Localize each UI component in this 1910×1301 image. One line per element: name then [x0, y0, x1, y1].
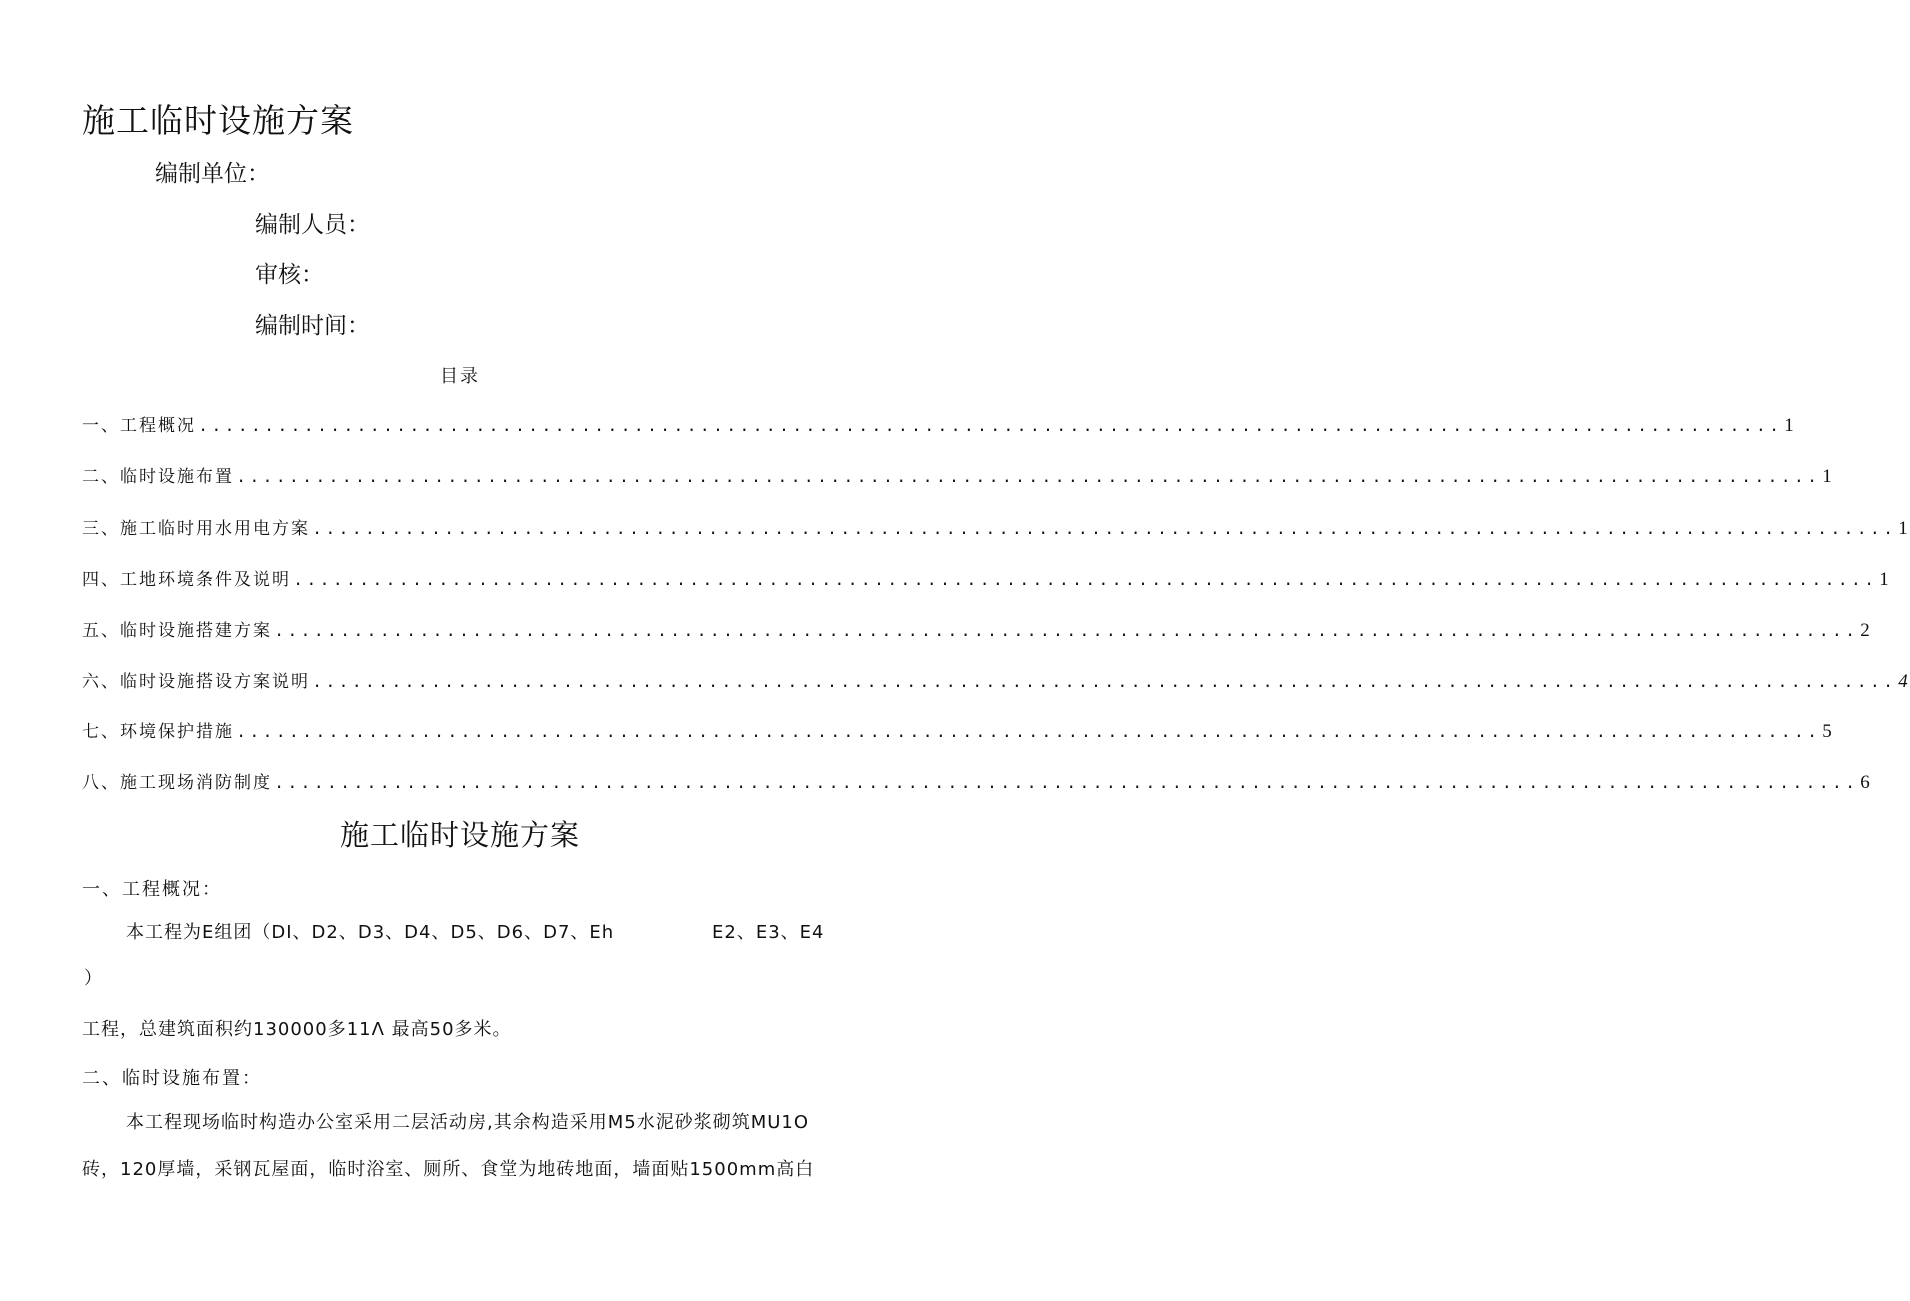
layout-paragraph-line: 本工程现场临时构造办公室采用二层活动房,其余构造采用M5水泥砂浆砌筑MU1O	[126, 1112, 810, 1133]
section-heading-overview: 一、工程概况：	[82, 879, 222, 900]
overview-paragraph-line: 工程，总建筑面积约130000多11Λ 最高50多米。	[82, 1019, 512, 1040]
toc-leader-dots: ........................................................................................................................	[312, 521, 1897, 540]
toc-leader-dots: ........................................................................................................................	[236, 724, 1821, 743]
overview-paragraph-line: E2、E3、E4	[712, 922, 825, 943]
toc-entry-label: 八、施工现场消防制度	[82, 773, 272, 793]
document-title: 施工临时设施方案	[339, 818, 580, 852]
toc-leader-dots: ........................................................................................................................	[293, 572, 1878, 591]
toc-heading: 目录	[440, 366, 480, 387]
overview-paragraph-line: ）	[84, 968, 103, 989]
toc-entry[interactable]	[82, 462, 1834, 488]
toc-entry-page: 5	[1822, 721, 1834, 742]
compiler-label: 编制人员：	[255, 212, 370, 238]
toc-entry[interactable]	[82, 717, 1834, 743]
toc-entry-page: 1	[1879, 569, 1891, 590]
toc-entry[interactable]	[82, 616, 1872, 642]
toc-entry-label: 三、施工临时用水用电方案	[82, 519, 310, 539]
cover-title: 施工临时设施方案	[82, 101, 354, 140]
reviewer-label: 审核：	[255, 262, 324, 288]
toc-entry-label: 七、环境保护措施	[82, 722, 234, 742]
compiling-unit-label: 编制单位：	[155, 161, 270, 187]
toc-leader-dots: ........................................................................................................................	[198, 418, 1783, 437]
toc-entry-label: 四、工地环境条件及说明	[82, 570, 291, 590]
toc-entry-label: 一、工程概况	[82, 416, 196, 436]
toc-leader-dots: ........................................................................................................................	[236, 469, 1821, 488]
toc-entry-page: 2	[1860, 620, 1872, 641]
layout-paragraph-line: 砖，120厚墙，采钢瓦屋面，临时浴室、厕所、食堂为地砖地面，墙面贴1500mm高白	[82, 1159, 815, 1180]
toc-entry-label: 二、临时设施布置	[82, 467, 234, 487]
toc-entry[interactable]	[82, 768, 1872, 794]
toc-entry-label: 五、临时设施搭建方案	[82, 621, 272, 641]
toc-leader-dots: ........................................................................................................................	[312, 674, 1897, 693]
toc-entry-page: 1	[1898, 518, 1910, 539]
toc-leader-dots: ........................................................................................................................	[274, 775, 1859, 794]
toc-entry[interactable]	[82, 411, 1796, 437]
toc-entry-page: 4	[1898, 671, 1910, 692]
section-heading-layout: 二、临时设施布置：	[82, 1068, 262, 1089]
toc-entry[interactable]	[82, 667, 1910, 693]
toc-leader-dots: ........................................................................................................................	[274, 623, 1859, 642]
toc-entry-page: 1	[1822, 466, 1834, 487]
toc-entry-page: 6	[1860, 772, 1872, 793]
toc-entry[interactable]	[82, 565, 1891, 591]
compile-date-label: 编制时间：	[255, 313, 370, 339]
toc-entry[interactable]	[82, 514, 1910, 540]
toc-entry-page: 1	[1784, 415, 1796, 436]
overview-paragraph-line: 本工程为E组团（DI、D2、D3、D4、D5、D6、D7、Eh	[126, 922, 615, 943]
toc-entry-label: 六、临时设施搭设方案说明	[82, 672, 310, 692]
